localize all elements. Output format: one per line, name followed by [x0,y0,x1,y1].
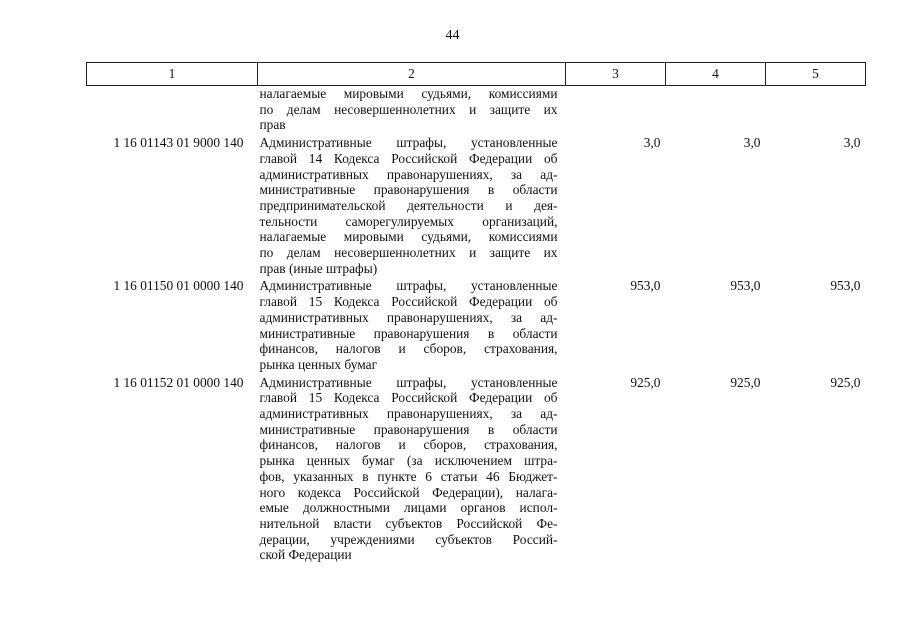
value-cell-5: 3,0 [843,135,861,151]
value-cell-5 [766,86,866,136]
description-line: административных правонарушениях, за ад- [259,309,558,325]
description-line: главой 14 Кодекса Российской Федерации об [259,150,558,166]
code-cell [87,86,258,136]
value-cell-3: 3,0 [643,135,661,151]
column-header-5: 5 [766,63,866,86]
column-header-1: 1 [87,63,258,86]
description-line: предпринимательской деятельности и дея- [259,197,558,213]
description-line: фов, указанных в пункте 6 статьи 46 Бюджет- [259,468,558,484]
value-cell-4: 953,0 [730,278,761,294]
description-cell [258,278,566,374]
description-line: нительной власти субъектов Российской Фе- [259,515,558,531]
description-line: главой 15 Кодекса Российской Федерации об [259,390,558,406]
table-header [87,63,866,86]
value-cell-4 [666,86,766,136]
description-line: административных правонарушениях, за ад- [259,406,558,422]
description-line: финансов, налогов и сборов, страхования, [259,341,558,357]
description-line: Административные штрафы, установленные [259,278,558,294]
table-row [87,278,866,374]
budget-table [86,62,866,565]
description-line: Административные штрафы, установленные [259,374,558,390]
description-line: министративные правонарушения в области [259,325,558,341]
value-cell-3 [566,86,666,136]
description-line: ской Федерации [259,547,352,563]
table-body [87,86,866,566]
column-header-3: 3 [566,63,666,86]
table-row [87,375,866,565]
description-line: ного кодекса Российской Федерации), налага- [259,484,558,500]
description-line: тельности саморегулируемых организаций, [259,213,558,229]
value-cell-4: 925,0 [730,374,761,390]
description-line: налагаемые мировыми судьями, комиссиями [259,229,558,245]
value-cell-3: 925,0 [630,374,661,390]
description-line: налагаемые мировыми судьями, комиссиями [259,86,558,101]
description-line: по делам несовершеннолетних и защите их [259,101,558,117]
classification-code: 1 16 01150 01 0000 140 [113,278,244,294]
description-line: министративные правонарушения в области [259,182,558,198]
description-line: емые должностными лицами органов испол- [259,500,558,516]
description-cell [258,86,566,136]
description-line: Административные штрафы, установленные [259,135,558,151]
column-header-4: 4 [666,63,766,86]
table-row [87,135,866,278]
classification-code: 1 16 01152 01 0000 140 [113,374,244,390]
description-cell [258,375,566,565]
value-cell-4: 3,0 [743,135,761,151]
description-line: главой 15 Кодекса Российской Федерации об [259,294,558,310]
description-line: дерации, учреждениями субъектов Россий- [259,531,558,547]
description-line: прав [259,117,286,133]
description-cell [258,135,566,278]
description-line: рынка ценных бумаг [259,356,378,372]
header-row [87,63,866,86]
description-line: по делам несовершеннолетних и защите их [259,245,558,261]
description-line: рынка ценных бумаг (за исключением штра- [259,453,558,469]
description-line: финансов, налогов и сборов, страхования, [259,437,558,453]
description-line: министративные правонарушения в области [259,421,558,437]
page-number: 44 [445,28,460,43]
description-line: административных правонарушениях, за ад- [259,166,558,182]
classification-code: 1 16 01143 01 9000 140 [113,135,244,151]
value-cell-3: 953,0 [630,278,661,294]
table-row-continuation [87,86,866,136]
value-cell-5: 953,0 [830,278,861,294]
column-header-2: 2 [258,63,566,86]
value-cell-5: 925,0 [830,374,861,390]
description-line: прав (иные штрафы) [259,260,378,276]
